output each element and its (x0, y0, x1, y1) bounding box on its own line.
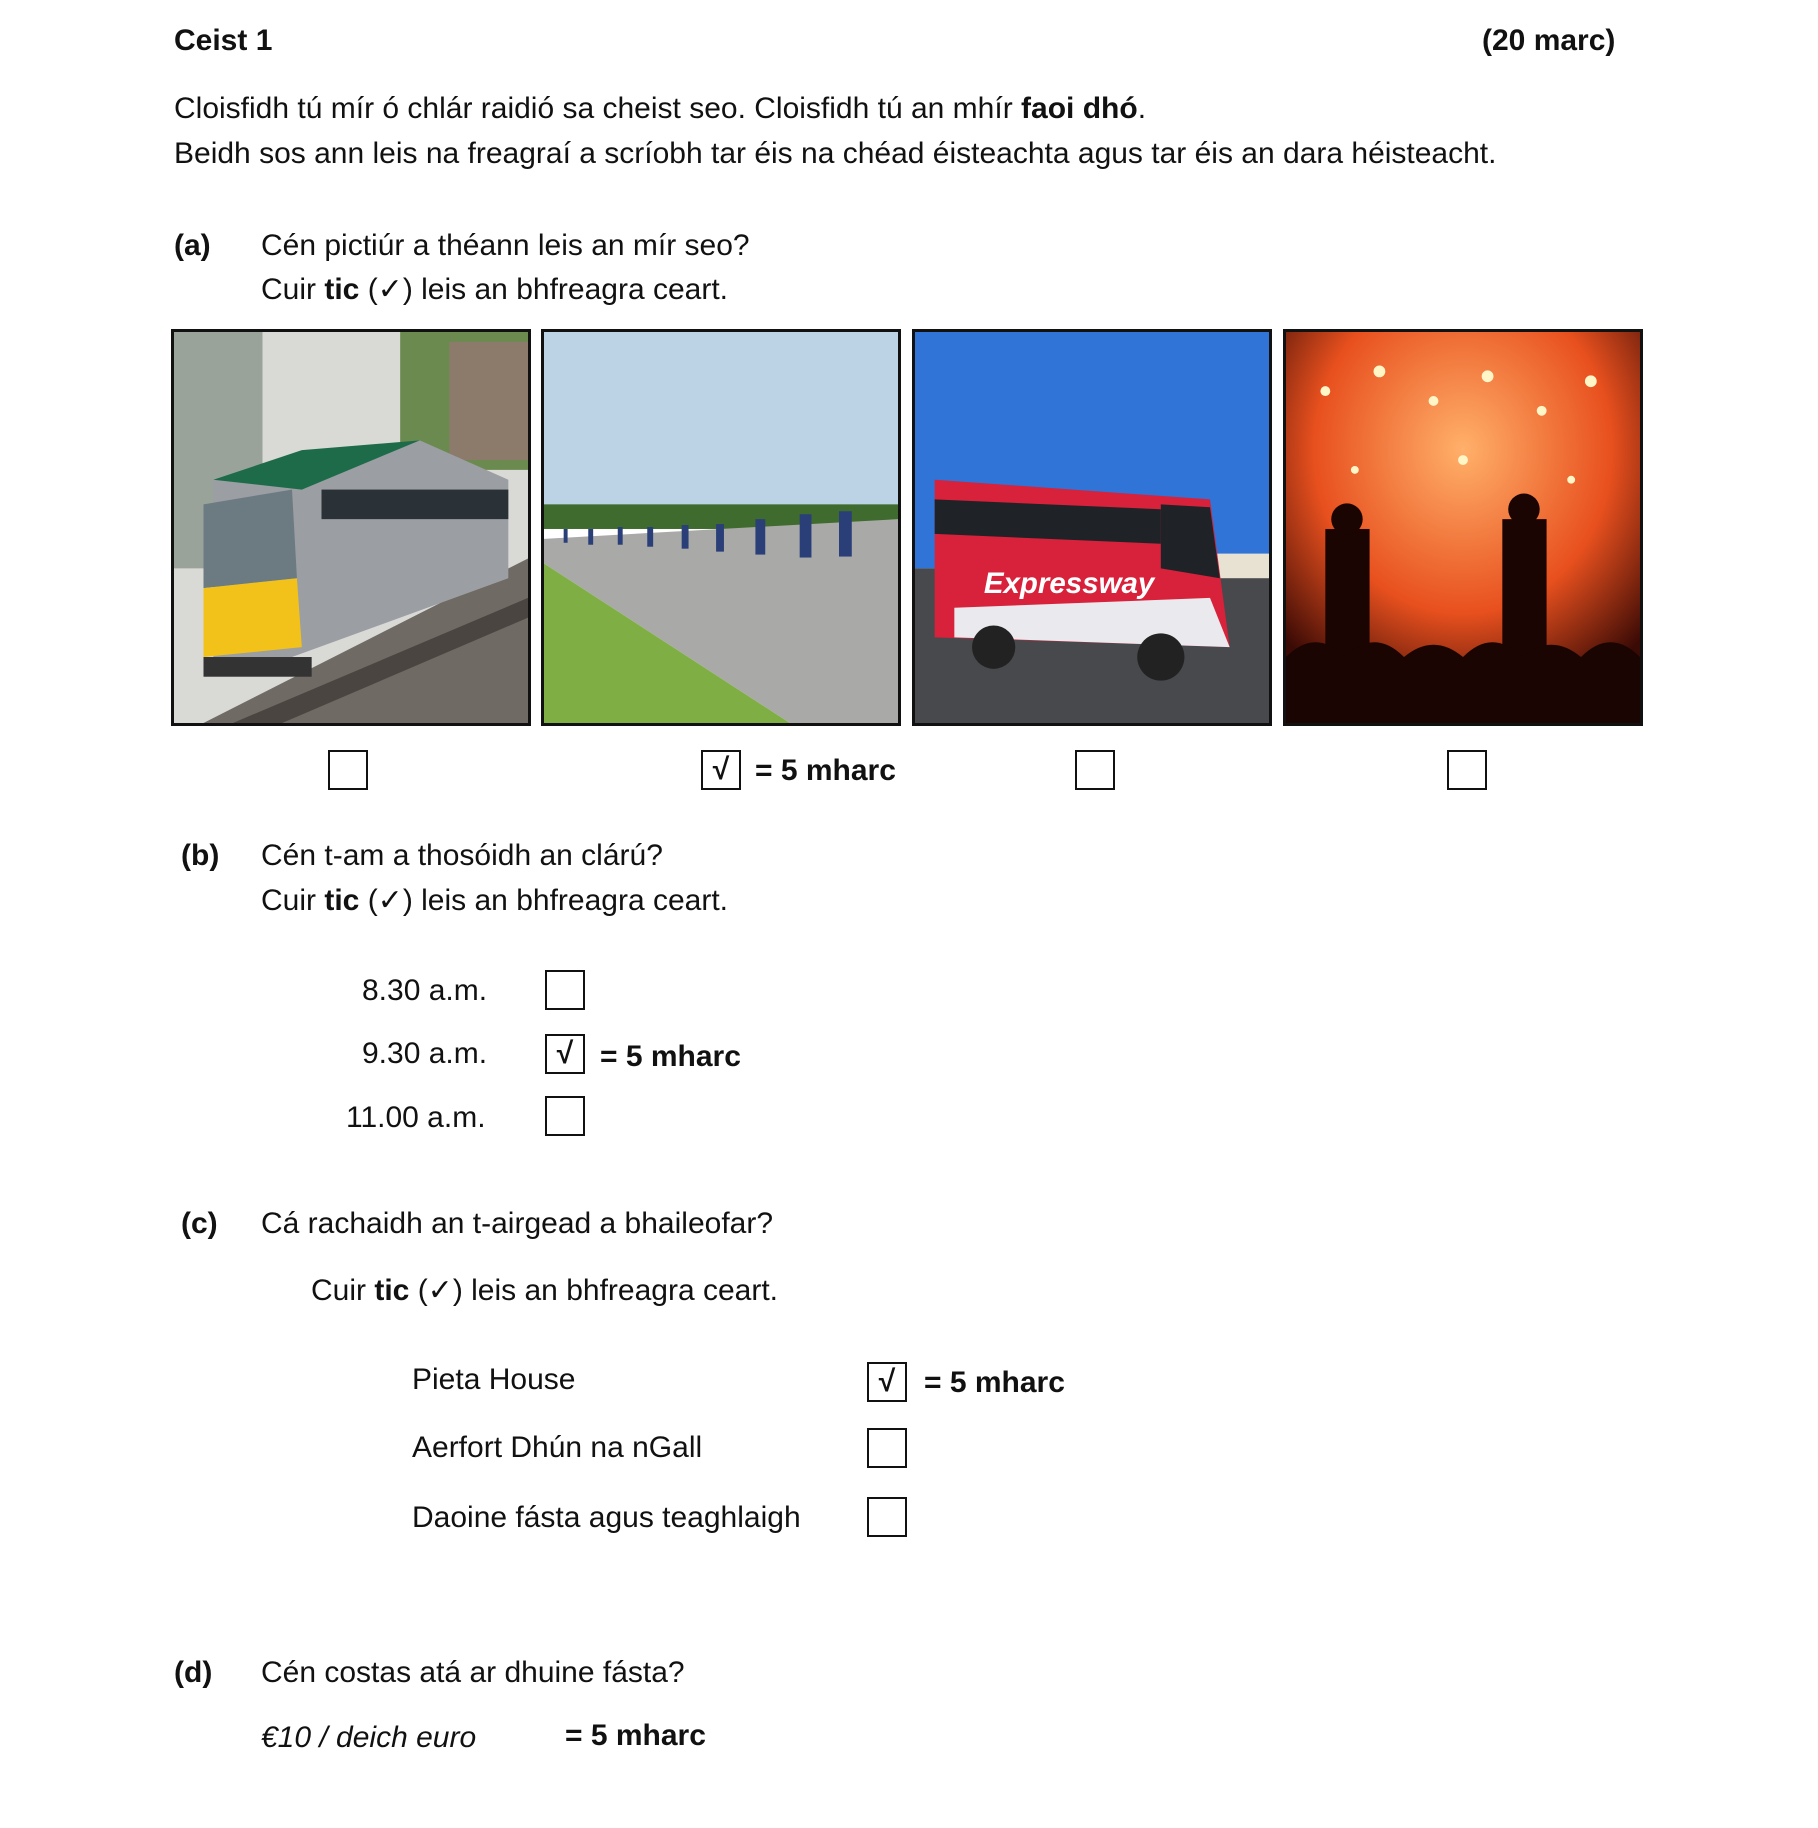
part-b-instruction: Cuir tic (✓) leis an bhfreagra ceart. (261, 884, 728, 917)
marks-label-b: = 5 mharc (600, 1040, 741, 1073)
recipient-option-2: Aerfort Dhún na nGall (412, 1431, 703, 1464)
answer-box-concert[interactable] (1447, 750, 1487, 790)
time-option-1: 8.30 a.m. (362, 974, 488, 1007)
part-c-label: (c) (181, 1207, 218, 1240)
answer-box-bus[interactable] (1075, 750, 1115, 790)
part-d-label: (d) (174, 1656, 213, 1689)
part-c-instruction: Cuir tic (✓) leis an bhfreagra ceart. (311, 1274, 778, 1307)
question-marks: (20 marc) (1482, 24, 1616, 57)
part-b-label: (b) (181, 839, 220, 872)
answer-box-recipient-1[interactable]: √ (867, 1362, 907, 1402)
recipient-option-3: Daoine fásta agus teaghlaigh (412, 1501, 801, 1534)
part-c-question: Cá rachaidh an t-airgead a bhaileofar? (261, 1207, 774, 1240)
part-a-question: Cén pictiúr a théann leis an mír seo? (261, 229, 750, 262)
answer-box-time-2[interactable]: √ (545, 1034, 585, 1074)
marks-label-a: = 5 mharc (755, 754, 896, 787)
marks-label-c: = 5 mharc (924, 1366, 1065, 1399)
part-b-question: Cén t-am a thosóidh an clárú? (261, 839, 663, 872)
intro-line-2: Beidh sos ann leis na freagraí a scríobh tar éis na chéad éisteachta agus tar éis an dara héisteacht. (174, 137, 1497, 170)
time-option-2: 9.30 a.m. (362, 1037, 488, 1070)
question-title: Ceist 1 (174, 24, 273, 57)
time-option-3: 11.00 a.m. (346, 1101, 486, 1134)
recipient-option-1: Pieta House (412, 1363, 576, 1396)
marks-label-d: = 5 mharc (565, 1719, 706, 1752)
answer-box-time-1[interactable] (545, 970, 585, 1010)
bus-image (912, 329, 1272, 726)
answer-box-train[interactable] (328, 750, 368, 790)
answer-box-runners[interactable]: √ (701, 750, 741, 790)
bus-livery-text: Expressway (983, 566, 1155, 601)
part-a-label: (a) (174, 229, 211, 262)
answer-box-time-3[interactable] (545, 1096, 585, 1136)
part-a-instruction: Cuir tic (✓) leis an bhfreagra ceart. (261, 273, 728, 306)
train-image (171, 329, 531, 726)
answer-box-recipient-3[interactable] (867, 1497, 907, 1537)
part-d-question: Cén costas atá ar dhuine fásta? (261, 1656, 685, 1689)
concert-image (1283, 329, 1643, 726)
runners-image (541, 329, 901, 726)
answer-box-recipient-2[interactable] (867, 1428, 907, 1468)
part-d-answer: €10 / deich euro (261, 1721, 477, 1754)
intro-line-1: Cloisfidh tú mír ó chlár raidió sa cheist seo. Cloisfidh tú an mhír faoi dhó. (174, 92, 1147, 125)
